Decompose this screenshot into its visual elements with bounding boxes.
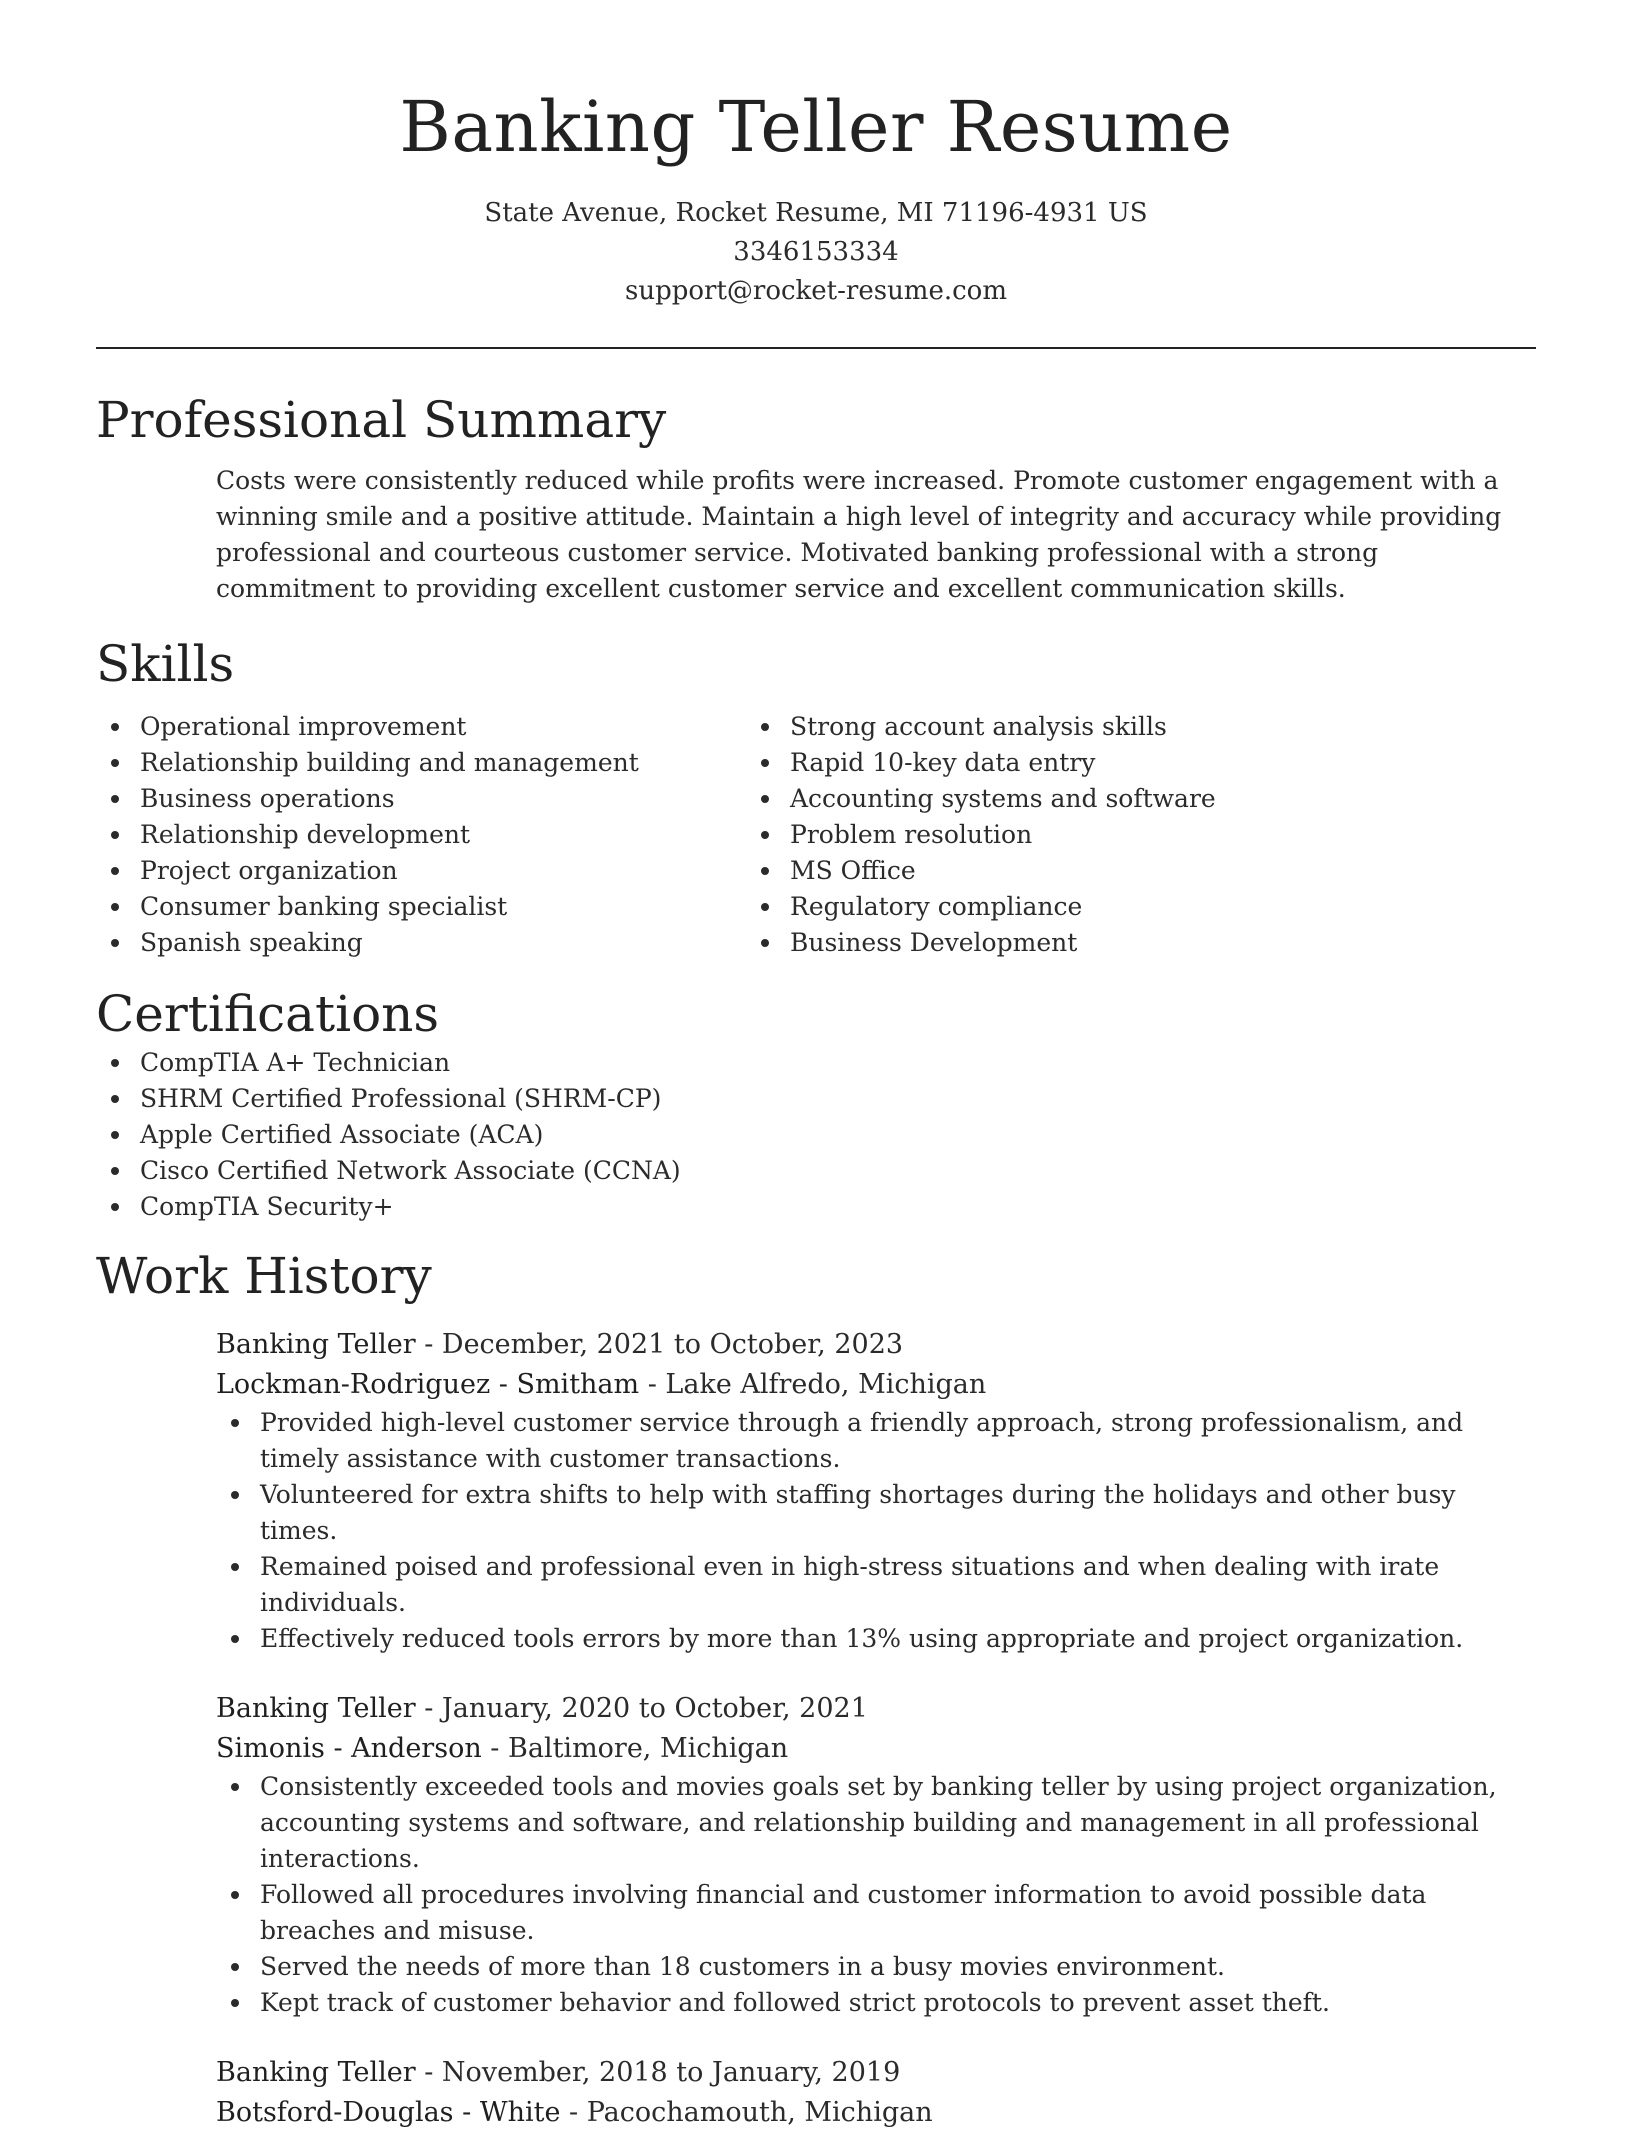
skill-item: Business Development — [746, 925, 1346, 961]
certifications-list — [96, 1045, 1536, 1225]
job-entry — [216, 1325, 1536, 1657]
job-bullet: Remained poised and professional even in high-stress situations and when dealing with irate individuals. — [216, 1549, 1536, 1621]
skill-item: Business operations — [96, 781, 746, 817]
job-role: Banking Teller — [216, 1693, 416, 1724]
certification-item: CompTIA A+ Technician — [96, 1045, 1536, 1081]
job-bullet: Kept track of customer behavior and followed strict protocols to prevent asset theft. — [216, 1985, 1536, 2021]
job-role: Banking Teller — [216, 2057, 416, 2088]
job-dates: - January, 2020 to October, 2021 — [415, 1693, 868, 1724]
job-location: - Baltimore, Michigan — [481, 1733, 789, 1764]
skill-item: Spanish speaking — [96, 925, 746, 961]
job-dates: - November, 2018 to January, 2019 — [415, 2057, 901, 2088]
job-bullet: Followed all procedures involving financial and customer information to avoid possible data breaches and misuse. — [216, 1877, 1536, 1949]
contact-email: support@rocket-resume.com — [624, 276, 1007, 306]
contact-block — [96, 194, 1536, 311]
job-bullets — [216, 1769, 1536, 2021]
job-location: - Lake Alfredo, Michigan — [639, 1369, 987, 1400]
skill-item: Project organization — [96, 853, 746, 889]
job-title-line — [216, 1325, 1536, 1365]
contact-phone: 3346153334 — [733, 237, 899, 267]
job-company: Simonis - Anderson — [216, 1733, 482, 1764]
skill-item: MS Office — [746, 853, 1346, 889]
certification-item: SHRM Certified Professional (SHRM-CP) — [96, 1081, 1536, 1117]
certifications-heading: Certifications — [96, 985, 440, 1043]
resume-page — [96, 0, 1536, 2133]
job-company-line — [216, 2093, 1536, 2133]
skill-item: Strong account analysis skills — [746, 709, 1346, 745]
skill-item: Problem resolution — [746, 817, 1346, 853]
page-title: Banking Teller Resume — [399, 86, 1233, 168]
job-dates: - December, 2021 to October, 2023 — [415, 1329, 904, 1360]
skill-item: Regulatory compliance — [746, 889, 1346, 925]
summary-text: Costs were consistently reduced while profits were increased. Promote customer engagement with a winning smile and a positive attitude. Maintain a high level of integrity and accuracy while providing professional and courteous customer service. Motivated banking professional with a strong commitment to providing excellent customer service and excellent communication skills. — [216, 466, 1502, 603]
skill-item: Accounting systems and software — [746, 781, 1346, 817]
certification-item: Apple Certified Associate (ACA) — [96, 1117, 1536, 1153]
job-company-line — [216, 1365, 1536, 1405]
job-title-line — [216, 1689, 1536, 1729]
job-title-line — [216, 2053, 1536, 2093]
job-company-line — [216, 1729, 1536, 1769]
job-company: Lockman-Rodriguez - Smitham — [216, 1369, 640, 1400]
skills-heading: Skills — [96, 635, 235, 693]
job-bullet: Provided high-level customer service through a friendly approach, strong professionalism, and timely assistance with customer transactions. — [216, 1405, 1536, 1477]
job-bullet: Effectively reduced tools errors by more than 13% using appropriate and project organization. — [216, 1621, 1536, 1657]
job-role: Banking Teller — [216, 1329, 416, 1360]
job-bullets — [216, 1405, 1536, 1657]
skill-item: Rapid 10-key data entry — [746, 745, 1346, 781]
job-entry — [216, 2053, 1536, 2133]
job-bullet: Served the needs of more than 18 customers in a busy movies environment. — [216, 1949, 1536, 1985]
skill-item: Relationship building and management — [96, 745, 746, 781]
certification-item: CompTIA Security+ — [96, 1189, 1536, 1225]
certification-item: Cisco Certified Network Associate (CCNA) — [96, 1153, 1536, 1189]
job-entry — [216, 1689, 1536, 2021]
skills-list-right — [746, 709, 1346, 961]
skill-item: Relationship development — [96, 817, 746, 853]
job-bullet: Consistently exceeded tools and movies goals set by banking teller by using project organization, accounting systems and software, and relationship building and management in all professional interactions. — [216, 1769, 1536, 1877]
header-divider — [96, 347, 1536, 349]
skill-item: Operational improvement — [96, 709, 746, 745]
skills-list-left — [96, 709, 746, 961]
skills-columns — [96, 709, 1536, 961]
job-company: Botsford-Douglas - White — [216, 2097, 561, 2128]
skill-item: Consumer banking specialist — [96, 889, 746, 925]
job-location: - Pacochamouth, Michigan — [560, 2097, 933, 2128]
work-history-heading: Work History — [96, 1247, 432, 1305]
summary-heading: Professional Summary — [96, 391, 667, 449]
job-bullet: Volunteered for extra shifts to help with staffing shortages during the holidays and other busy times. — [216, 1477, 1536, 1549]
contact-address: State Avenue, Rocket Resume, MI 71196-4931 US — [484, 198, 1148, 228]
